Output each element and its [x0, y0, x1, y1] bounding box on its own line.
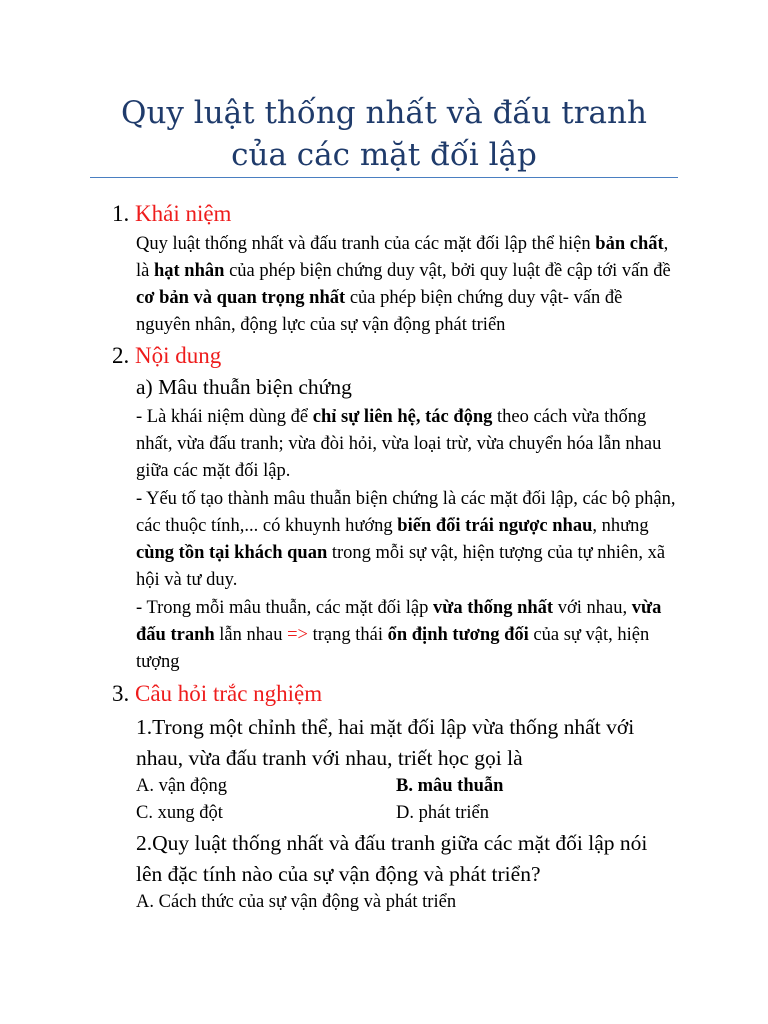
section-3-heading [112, 679, 322, 709]
question-2-option-a: A. Cách thức của sự vận động và phát triển [136, 892, 457, 912]
text-run: của phép biện chứng duy vật- vấn đề nguyên nhân, động lực của sự vận động phát triển [136, 288, 623, 335]
bold-run: vừa thống nhất [433, 598, 554, 618]
section-1-label: Khái niệm [135, 201, 232, 226]
section-3-label: Câu hỏi trắc nghiệm [135, 681, 323, 706]
arrow-symbol: => [287, 625, 308, 645]
question-1-option-c: C. xung đột [136, 803, 223, 823]
section-2-paragraph-3 [136, 595, 676, 676]
question-2-text: 2.Quy luật thống nhất và đấu tranh giữa các mặt đối lập nói lên đặc tính nào của sự vận động và phát triển? [136, 831, 648, 886]
text-run: lẫn nhau [214, 625, 288, 645]
text-run: trong mỗi sự vật, hiện tượng của tự nhiên, xã hội và tư duy. [136, 543, 666, 590]
section-3-number: 3. [112, 681, 130, 706]
bold-run: ổn định tương đối [387, 625, 529, 645]
bold-run: biến đổi trái ngược nhau [397, 516, 593, 536]
bold-run: cơ bản và quan trọng nhất [136, 288, 346, 308]
section-2-subheading: a) Mâu thuẫn biện chứng [136, 375, 352, 399]
bold-run: hạt nhân [153, 261, 225, 281]
question-1-text: 1.Trong một chỉnh thể, hai mặt đối lập vừa thống nhất với nhau, vừa đấu tranh với nhau, triết học gọi là [136, 715, 635, 770]
text-run: với nhau, [553, 598, 632, 618]
question-1-option-d: D. phát triển [396, 803, 489, 823]
text-run: của sự vật, hiện tượng [136, 625, 650, 672]
bold-run: vừa đấu tranh [136, 598, 662, 645]
section-1-number: 1. [112, 201, 130, 226]
text-run: - Là khái niệm dùng để [136, 407, 313, 427]
text-run: - Trong mỗi mâu thuẫn, các mặt đối lập [136, 598, 433, 618]
bold-run: chỉ sự liên hệ, tác động [312, 407, 493, 427]
text-run: trạng thái [307, 625, 388, 645]
bold-run: cùng tồn tại khách quan [136, 543, 328, 563]
text-run: Quy luật thống nhất và đấu tranh của các mặt đối lập thể hiện [136, 234, 596, 254]
title-divider [90, 177, 678, 178]
section-2-heading [112, 341, 221, 371]
section-2-number: 2. [112, 343, 130, 368]
text-run: , là [136, 234, 669, 281]
section-1-paragraph [136, 231, 676, 339]
text-run: theo cách vừa thống nhất, vừa đấu tranh; vừa đòi hỏi, vừa loại trừ, vừa chuyển hóa lẫn nhau giữa các mặt đối lập. [136, 407, 662, 481]
text-run: của phép biện chứng duy vật, bởi quy luật đề cập tới vấn đề [224, 261, 671, 281]
section-2-paragraph-2 [136, 486, 676, 594]
text-run: - Yếu tố tạo thành mâu thuẫn biện chứng là các mặt đối lập, các bộ phận, các thuộc tính,... có khuynh hướng [136, 489, 676, 536]
bold-run: bản chất [595, 234, 664, 254]
page-title: Quy luật thống nhất và đấu tranh của các mặt đối lập [121, 95, 647, 173]
section-2-paragraph-1 [136, 404, 676, 485]
section-1-heading [112, 199, 231, 229]
text-run: , nhưng [592, 516, 649, 536]
section-2-label: Nội dung [135, 343, 222, 368]
question-1-option-a: A. vận động [136, 776, 227, 796]
question-1-option-b: B. mâu thuẫn [396, 776, 504, 796]
